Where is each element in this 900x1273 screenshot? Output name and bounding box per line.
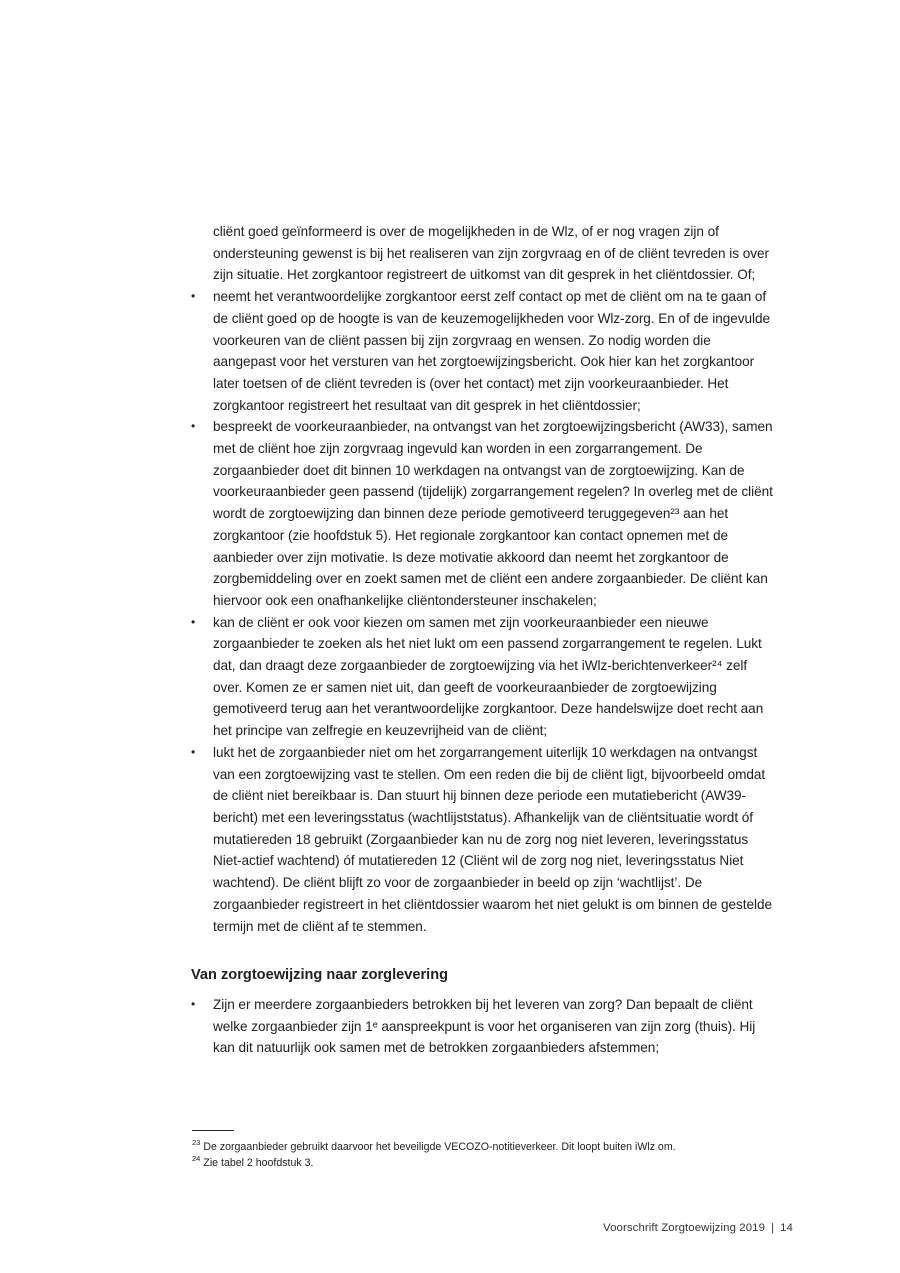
footnotes-section bbox=[192, 1130, 778, 1171]
footnote-text: Zie tabel 2 hoofdstuk 3. bbox=[203, 1156, 314, 1169]
bullet-item bbox=[191, 742, 777, 937]
intro-paragraph: cliënt goed geïnformeerd is over de mogelijkheden in de Wlz, of er nog vragen zijn of ondersteuning gewenst is bij het realiseren van zijn zorgvraag en of de cliënt tevreden is over zijn situatie. Het zorgkantoor registreert de uitkomst van dit gesprek in het cliëntdossier. Of; bbox=[213, 224, 769, 283]
bullet-item bbox=[191, 286, 777, 416]
footer-separator: | bbox=[771, 1222, 775, 1234]
footnote bbox=[192, 1153, 778, 1172]
bullet-text: neemt het verantwoordelijke zorgkantoor eerst zelf contact op met de cliënt om na te gaan of de cliënt goed op de hoogte is van de keuzemogelijkheden voor Wlz-zorg. En of de ingevulde voorkeuren van de cliënt passen bij zijn zorgvraag en wensen. Zo nodig worden die aangepast voor het versturen van het zorgtoewijzingsbericht. Ook hier kan het zorgkantoor later toetsen of de cliënt tevreden is (over het contact) met zijn voorkeuraanbieder. Het zorgkantoor registreert het resultaat van dit gesprek in het cliëntdossier; bbox=[213, 289, 770, 413]
bullet-icon: • bbox=[191, 614, 196, 629]
footnote-text: De zorgaanbieder gebruikt daarvoor het beveiligde VECOZO-notitieverkeer. Dit loopt buiten iWlz om. bbox=[203, 1141, 676, 1153]
footnote-separator-rule bbox=[192, 1130, 234, 1131]
bullet-icon: • bbox=[191, 419, 196, 434]
bullet-item bbox=[191, 612, 777, 742]
footnote bbox=[192, 1140, 778, 1156]
bullet-text: Zijn er meerdere zorgaanbieders betrokken bij het leveren van zorg? Dan bepaalt de cliënt welke zorgaanbieder zijn 1ᵉ aanspreekpunt is voor het organiseren van zijn zorg (thuis). Hij kan dit natuurlijk ook samen met de betrokken zorgaanbieders afstemmen; bbox=[213, 996, 756, 1056]
bullet-icon: • bbox=[191, 996, 196, 1011]
bullet-text: kan de cliënt er ook voor kiezen om samen met zijn voorkeuraanbieder een nieuwe zorgaanbieder te zoeken als het niet lukt om een passend zorgarrangement te regelen. Lukt dat, dan draagt deze zorgaanbieder de zorgtoewijzing via het iWlz-berichtenverkeer²⁴ zelf over. Komen ze er samen niet uit, dan geeft de voorkeuraanbieder de zorgtoewijzing gemotiveerd terug aan het verantwoordelijke zorgkantoor. Deze handelswijze doet recht aan het principe van zelfregie en keuzevrijheid van de cliënt; bbox=[213, 614, 764, 739]
bullet-item bbox=[191, 416, 777, 611]
bullet-icon: • bbox=[191, 289, 196, 304]
section-heading: Van zorgtoewijzing naar zorglevering bbox=[191, 967, 449, 984]
footer-title: Voorschrift Zorgtoewijzing 2019 bbox=[603, 1222, 766, 1234]
page-content bbox=[191, 221, 777, 1059]
footnote-marker: 23 bbox=[192, 1138, 201, 1148]
bullet-icon: • bbox=[191, 744, 196, 759]
footnote-marker: 24 bbox=[192, 1153, 201, 1163]
bullet-item bbox=[191, 994, 777, 1059]
page-footer bbox=[603, 1222, 793, 1234]
bullet-text: lukt het de zorgaanbieder niet om het zorgarrangement uiterlijk 10 werkdagen na ontvangst van een zorgtoewijzing vast te stellen. Om een reden die bij de cliënt ligt, bijvoorbeeld omdat de cliënt niet bereikbaar is. Dan stuurt hij binnen deze periode een mutatiebericht (AW39-bericht) met een leveringsstatus (wachtlijststatus). Afhankelijk van de cliëntsituatie wordt óf mutatiereden 18 gebruikt (Zorgaanbieder kan nu de zorg nog niet leveren, leveringsstatus Niet-actief wachtend) óf mutatiereden 12 (Cliënt wil de zorg nog niet, leveringsstatus Niet wachtend). De cliënt blijft zo voor de zorgaanbieder in beeld op zijn ‘wachtlijst’. De zorgaanbieder registreert in het cliëntdossier waarom het niet gelukt is om binnen de gestelde termijn met de cliënt af te stemmen. bbox=[213, 744, 773, 934]
page-number: 14 bbox=[780, 1222, 793, 1234]
bullet-text: bespreekt de voorkeuraanbieder, na ontvangst van het zorgtoewijzingsbericht (AW33), samen met de cliënt hoe zijn zorgvraag ingevuld kan worden in een zorgarrangement. De zorgaanbieder doet dit binnen 10 werkdagen na ontvangst van de zorgtoewijzing. Kan de voorkeuraanbieder geen passend (tijdelijk) zorgarrangement regelen? In overleg met de cliënt wordt de zorgtoewijzing dan binnen deze periode gemotiveerd teruggegeven²³ aan het zorgkantoor (zie hoofdstuk 5). Het regionale zorgkantoor kan contact opnemen met de aanbieder over zijn motivatie. Is deze motivatie akkoord dan neemt het zorgkantoor de zorgbemiddeling over en zoekt samen met de cliënt een andere zorgaanbieder. De cliënt kan hiervoor ook een onafhankelijke cliëntondersteuner inschakelen; bbox=[213, 419, 773, 608]
